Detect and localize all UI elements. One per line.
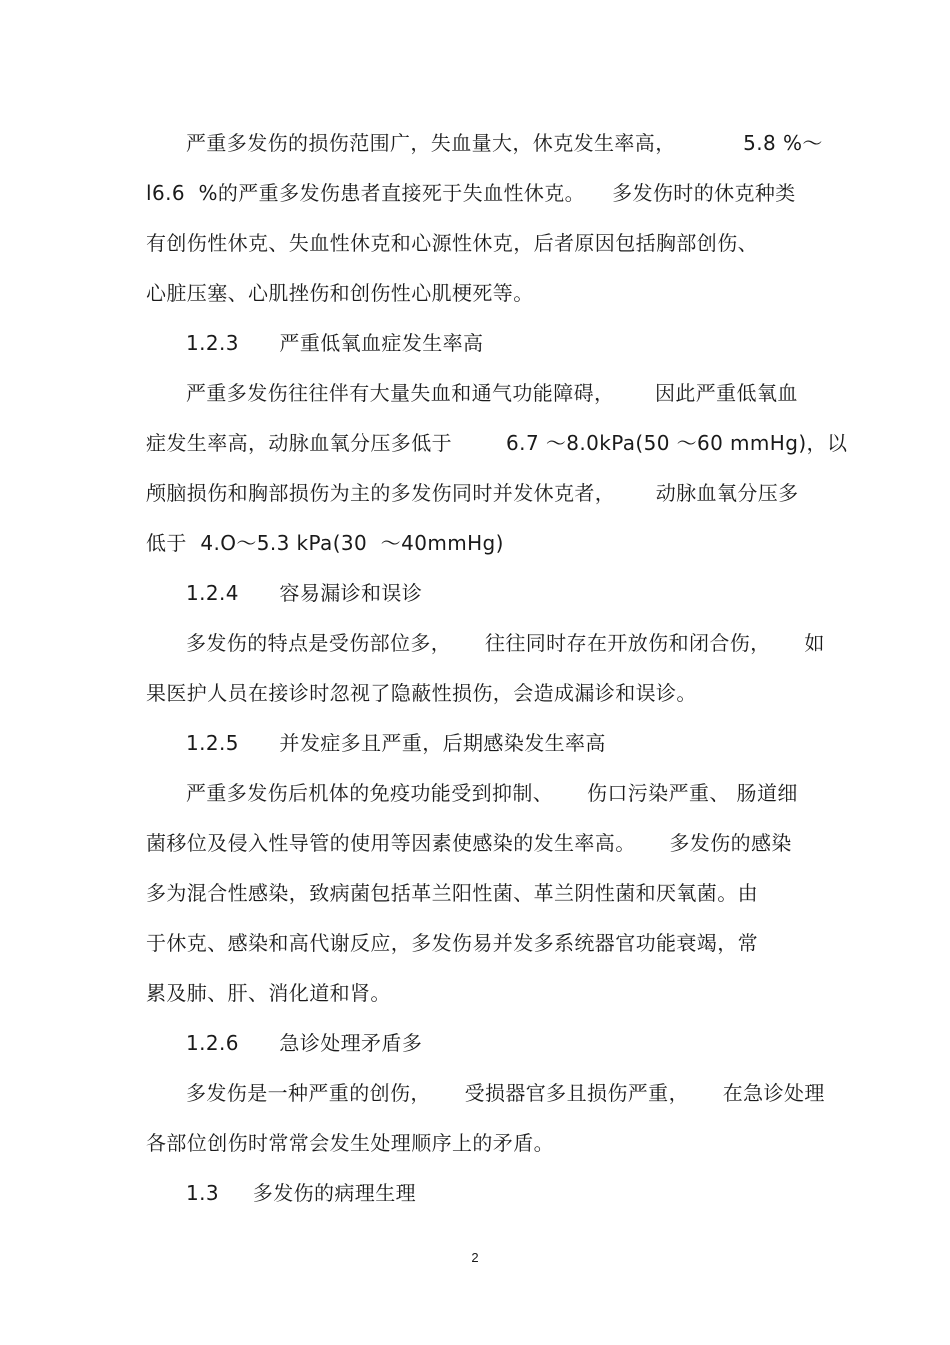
paragraph-line: 多为混合性感染，致病菌包括革兰阳性菌、革兰阴性菌和厌氧菌。由 (146, 881, 758, 905)
paragraph-line: 症发生率高，动脉血氧分压多低于 6.7 ～8.0kPa(50 ～60 mmHg)，以 (146, 431, 848, 455)
paragraph-line: 菌移位及侵入性导管的使用等因素使感染的发生率高。 多发伤的感染 (146, 831, 792, 855)
paragraph-line: 果医护人员在接诊时忽视了隐蔽性损伤，会造成漏诊和误诊。 (146, 681, 697, 705)
page-number: 2 (471, 1250, 479, 1265)
paragraph-line: 低于 4.O～5.3 kPa(30 ～40mmHg) (146, 531, 504, 555)
section-heading-1-2-5: 1.2.5 并发症多且严重，后期感染发生率高 (186, 731, 606, 755)
paragraph-line: 多发伤的特点是受伤部位多， 往往同时存在开放伤和闭合伤， 如 (186, 631, 825, 655)
paragraph-line: l6.6 %的严重多发伤患者直接死于失血性休克。 多发伤时的休克种类 (146, 181, 796, 205)
section-heading-1-2-4: 1.2.4 容易漏诊和误诊 (186, 581, 423, 605)
section-heading-1-2-3: 1.2.3 严重低氧血症发生率高 (186, 331, 484, 355)
paragraph-line: 严重多发伤后机体的免疫功能受到抑制、 伤口污染严重、 肠道细 (186, 781, 798, 805)
paragraph-line: 严重多发伤往往伴有大量失血和通气功能障碍， 因此严重低氧血 (186, 381, 798, 405)
paragraph-line: 累及肺、肝、消化道和肾。 (146, 981, 391, 1005)
paragraph-line: 有创伤性休克、失血性休克和心源性休克，后者原因包括胸部创伤、 (146, 231, 758, 255)
paragraph-line: 心脏压塞、心肌挫伤和创伤性心肌梗死等。 (146, 281, 534, 305)
paragraph-line: 颅脑损伤和胸部损伤为主的多发伤同时并发休克者， 动脉血氧分压多 (146, 481, 799, 505)
paragraph-line: 严重多发伤的损伤范围广，失血量大，休克发生率高， 5.8 %～ (186, 131, 823, 155)
paragraph-line: 各部位创伤时常常会发生处理顺序上的矛盾。 (146, 1131, 554, 1155)
paragraph-line: 于休克、感染和高代谢反应，多发伤易并发多系统器官功能衰竭，常 (146, 931, 758, 955)
paragraph-line: 多发伤是一种严重的创伤， 受损器官多且损伤严重， 在急诊处理 (186, 1081, 825, 1105)
section-heading-1-2-6: 1.2.6 急诊处理矛盾多 (186, 1031, 423, 1055)
section-heading-1-3: 1.3 多发伤的病理生理 (186, 1181, 416, 1205)
